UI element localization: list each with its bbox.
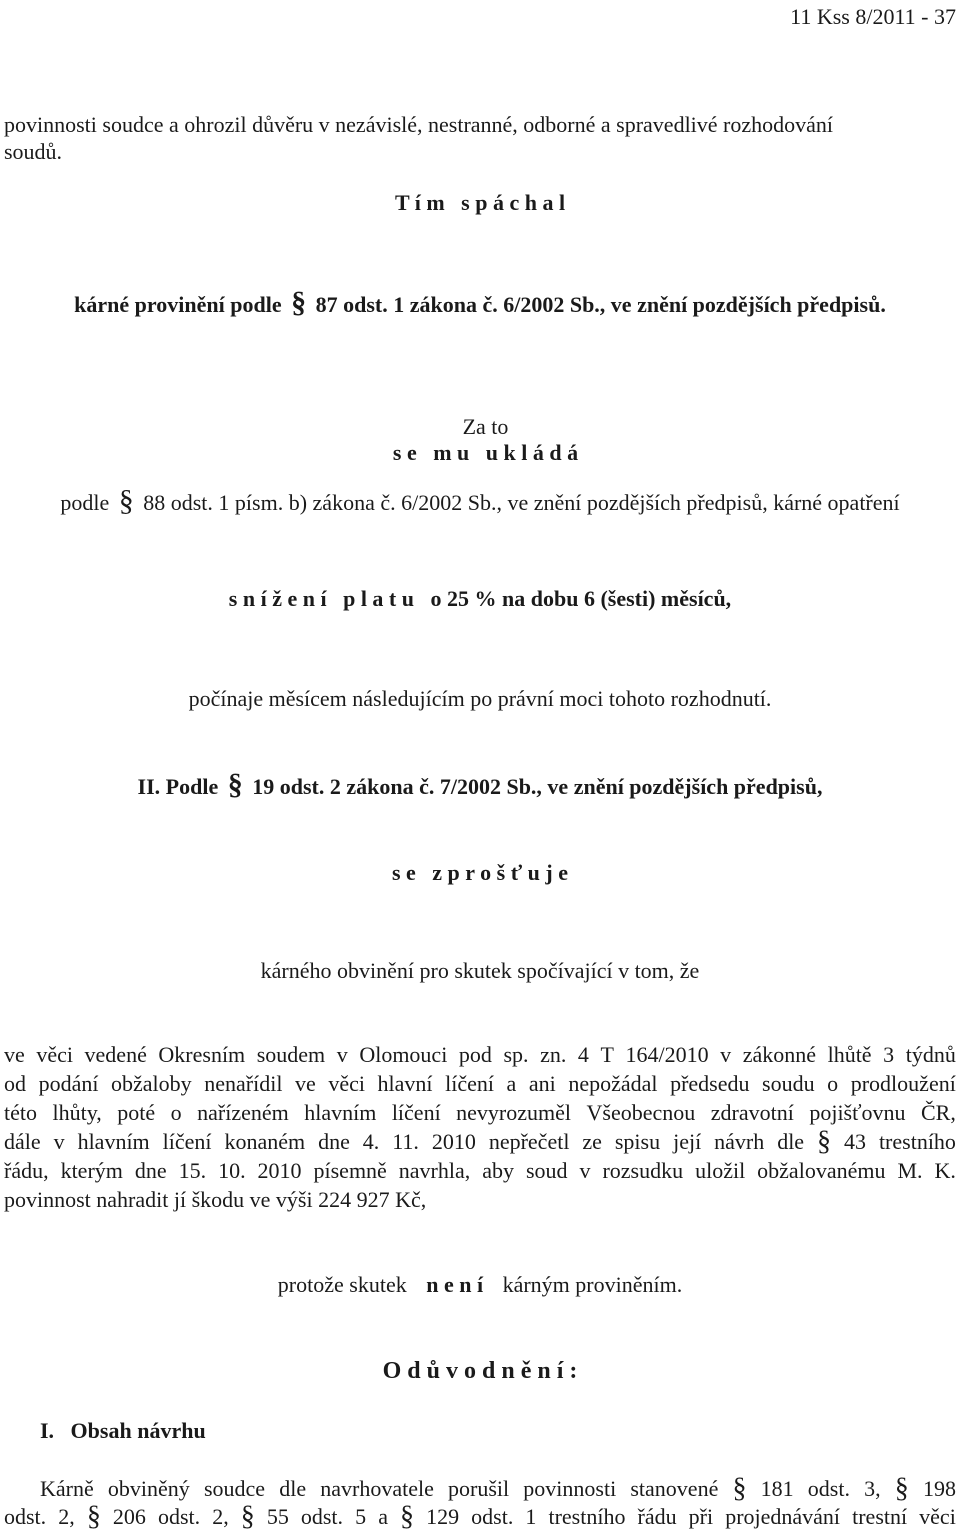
- word: dne: [134, 1158, 167, 1183]
- word: věci: [36, 1042, 73, 1067]
- word: Olomouci: [359, 1042, 448, 1067]
- charge-line-2: [4, 1071, 956, 1097]
- word: soudem: [256, 1042, 326, 1067]
- word: sp.: [503, 1042, 529, 1067]
- word: ze: [582, 1129, 602, 1154]
- word: nevyrozuměl: [456, 1100, 572, 1125]
- charge-intro: kárného obvinění pro skutek spočívající v tom, že: [260, 958, 700, 983]
- word: písemně: [313, 1158, 387, 1183]
- word: 4.: [362, 1129, 380, 1154]
- section-sign: §: [732, 1473, 747, 1504]
- word: dále: [4, 1129, 41, 1154]
- heading-zprostuje: s e z p r o š ť u j e: [391, 860, 569, 885]
- word: M.: [897, 1158, 923, 1183]
- word: 43: [843, 1129, 866, 1154]
- word: věci: [919, 1504, 956, 1529]
- word: hlavním: [77, 1129, 150, 1154]
- word: uložil: [695, 1158, 746, 1183]
- word: 129: [426, 1504, 460, 1529]
- page-reference: 11 Kss 8/2011 - 37: [790, 4, 956, 29]
- word: soudu: [762, 1071, 815, 1096]
- word: od: [4, 1071, 26, 1096]
- word: této: [4, 1100, 37, 1125]
- word: odst.: [807, 1476, 850, 1501]
- heading-tim-spachal: T í m s p á c h a l: [394, 190, 566, 215]
- word: řádu,: [4, 1158, 49, 1183]
- word: navrhovatele: [320, 1476, 434, 1501]
- word: pod: [458, 1042, 492, 1067]
- word: konaném: [224, 1129, 306, 1154]
- word: lhůty,: [52, 1100, 102, 1125]
- word: 2010: [431, 1129, 476, 1154]
- word: 181: [760, 1476, 794, 1501]
- word: Okresním: [158, 1042, 246, 1067]
- word: 206: [112, 1504, 146, 1529]
- word: podání: [38, 1071, 99, 1096]
- paragraph-line: povinnosti soudce a ohrozil důvěru v nezávislé, nestranné, odborné a spravedlivé rozhodování: [4, 112, 834, 137]
- word: K.: [934, 1158, 956, 1183]
- word: spisu: [614, 1129, 661, 1154]
- word: ani: [528, 1071, 556, 1096]
- word: 11.: [392, 1129, 419, 1154]
- word: líčení: [162, 1129, 212, 1154]
- word: týdnů: [905, 1042, 956, 1067]
- heading-za-to: [0, 388, 960, 466]
- word: povinnosti: [523, 1476, 617, 1501]
- word: zákonné: [742, 1042, 817, 1067]
- word: o: [827, 1071, 839, 1096]
- word: a: [378, 1504, 388, 1529]
- penalty-rest: 25 % na dobu 6 (šesti) měsíců,: [447, 586, 732, 611]
- word: odst.: [300, 1504, 344, 1529]
- word: Všeobecnou: [586, 1100, 696, 1125]
- word: o: [170, 1100, 182, 1125]
- word: Kárně: [40, 1476, 94, 1501]
- section-sign: §: [86, 1501, 101, 1532]
- conclusion-spaced: n e n í: [426, 1272, 484, 1297]
- word: ČR,: [921, 1100, 956, 1125]
- conclusion-before: protože skutek: [277, 1272, 407, 1297]
- word: odst.: [157, 1504, 201, 1529]
- word: stanovené: [630, 1476, 719, 1501]
- word: návrh: [714, 1129, 765, 1154]
- word: v: [53, 1129, 65, 1154]
- heading-oduvodneni: O d ů v o d n ě n í :: [382, 1358, 578, 1384]
- word: trestního: [878, 1129, 956, 1154]
- offense-before: kárné provinění podle: [74, 292, 282, 317]
- word: soud: [525, 1158, 568, 1183]
- word: nenařídil: [204, 1071, 283, 1096]
- section-sign: §: [894, 1473, 909, 1504]
- word: zdravotní: [710, 1100, 794, 1125]
- conclusion-line: [0, 1272, 960, 1298]
- word: při: [688, 1504, 714, 1529]
- charge-line-5: [4, 1158, 956, 1184]
- charge-last-line: povinnost nahradit jí škodu ve výši 224 927 Kč,: [4, 1187, 427, 1212]
- section-sign: §: [291, 286, 307, 319]
- section-sign: §: [118, 484, 134, 517]
- word: projednávání: [725, 1504, 841, 1529]
- word: dne: [318, 1129, 350, 1154]
- word: 55: [266, 1504, 289, 1529]
- word: 3: [883, 1042, 895, 1067]
- word: odst.: [471, 1504, 514, 1529]
- word: lhůtě: [827, 1042, 872, 1067]
- word: hlavním: [304, 1100, 377, 1125]
- word: trestního: [548, 1504, 626, 1529]
- section-2-before: II. Podle: [137, 774, 219, 799]
- section-2-line: [0, 768, 960, 801]
- conclusion-after: kárným proviněním.: [502, 1272, 683, 1297]
- section-sign: §: [817, 1126, 832, 1157]
- word: 10.: [218, 1158, 246, 1183]
- word: 2010: [257, 1158, 302, 1183]
- word: v: [579, 1158, 591, 1183]
- word: 198: [922, 1476, 956, 1501]
- word: dle: [279, 1476, 307, 1501]
- word: předsedu: [670, 1071, 750, 1096]
- word: líčení: [391, 1100, 441, 1125]
- word: porušil: [448, 1476, 510, 1501]
- paragraph-line: soudů.: [4, 139, 63, 164]
- penalty-basis: [0, 484, 960, 517]
- word: v: [336, 1042, 348, 1067]
- penalty-spaced: s n í ž e n í p l a t u o: [228, 586, 442, 611]
- word: její: [673, 1129, 702, 1154]
- word: ve: [4, 1042, 25, 1067]
- word: nepřečetl: [488, 1129, 570, 1154]
- word: a: [506, 1071, 517, 1096]
- word: poté: [117, 1100, 156, 1125]
- word: vedené: [84, 1042, 147, 1067]
- word: 15.: [178, 1158, 207, 1183]
- word: T: [600, 1042, 614, 1067]
- word: 5: [355, 1504, 367, 1529]
- final-line-1: [40, 1473, 956, 1504]
- word: odst.: [4, 1504, 47, 1529]
- penalty-start: počínaje měsícem následujícím po právní moci tohoto rozhodnutí.: [188, 686, 772, 711]
- word: ve: [295, 1071, 316, 1096]
- word: věci: [328, 1071, 365, 1096]
- word: řádu: [637, 1504, 677, 1529]
- word: zn.: [540, 1042, 567, 1067]
- heading-obsah-navrhu: I. Obsah návrhu: [40, 1418, 206, 1443]
- final-line-2: [4, 1501, 956, 1532]
- section-2-after: 19 odst. 2 zákona č. 7/2002 Sb., ve znění pozdějších předpisů,: [252, 774, 823, 799]
- penalty-basis-before: podle: [60, 490, 110, 515]
- charge-line-3: [4, 1100, 956, 1126]
- word: 4: [577, 1042, 589, 1067]
- word: hlavní: [377, 1071, 433, 1096]
- word: 164/2010: [625, 1042, 709, 1067]
- word: nepožádal: [568, 1071, 658, 1096]
- word: líčení: [445, 1071, 494, 1096]
- word: rozsudku: [602, 1158, 684, 1183]
- penalty-line: [0, 586, 960, 612]
- penalty-basis-after: 88 odst. 1 písm. b) zákona č. 6/2002 Sb., ve znění pozdějších předpisů, kárné opatření: [143, 490, 900, 515]
- section-sign: §: [400, 1501, 415, 1532]
- word: 3,: [864, 1476, 881, 1501]
- za-to-spaced: s e m u u k l á d á: [392, 440, 579, 465]
- word: soudce: [203, 1476, 266, 1501]
- word: pojišťovnu: [809, 1100, 906, 1125]
- word: 2,: [212, 1504, 229, 1529]
- word: nařízeném: [197, 1100, 289, 1125]
- word: obviněný: [107, 1476, 190, 1501]
- word: prodloužení: [850, 1071, 956, 1096]
- za-to-plain: Za to: [462, 414, 509, 439]
- section-sign: §: [240, 1501, 255, 1532]
- offense-after: 87 odst. 1 zákona č. 6/2002 Sb., ve znění pozdějších předpisů.: [315, 292, 886, 317]
- word: kterým: [60, 1158, 123, 1183]
- charge-line-1: [4, 1042, 956, 1068]
- word: 2,: [58, 1504, 75, 1529]
- word: trestní: [852, 1504, 908, 1529]
- word: dle: [777, 1129, 805, 1154]
- charge-line-4: [4, 1126, 956, 1157]
- word: obžaloby: [111, 1071, 192, 1096]
- word: navrhla,: [398, 1158, 471, 1183]
- section-sign: §: [227, 768, 243, 801]
- word: v: [720, 1042, 732, 1067]
- word: aby: [482, 1158, 514, 1183]
- word: obžalovanému: [757, 1158, 886, 1183]
- offense-line: [0, 286, 960, 319]
- word: 1: [525, 1504, 537, 1529]
